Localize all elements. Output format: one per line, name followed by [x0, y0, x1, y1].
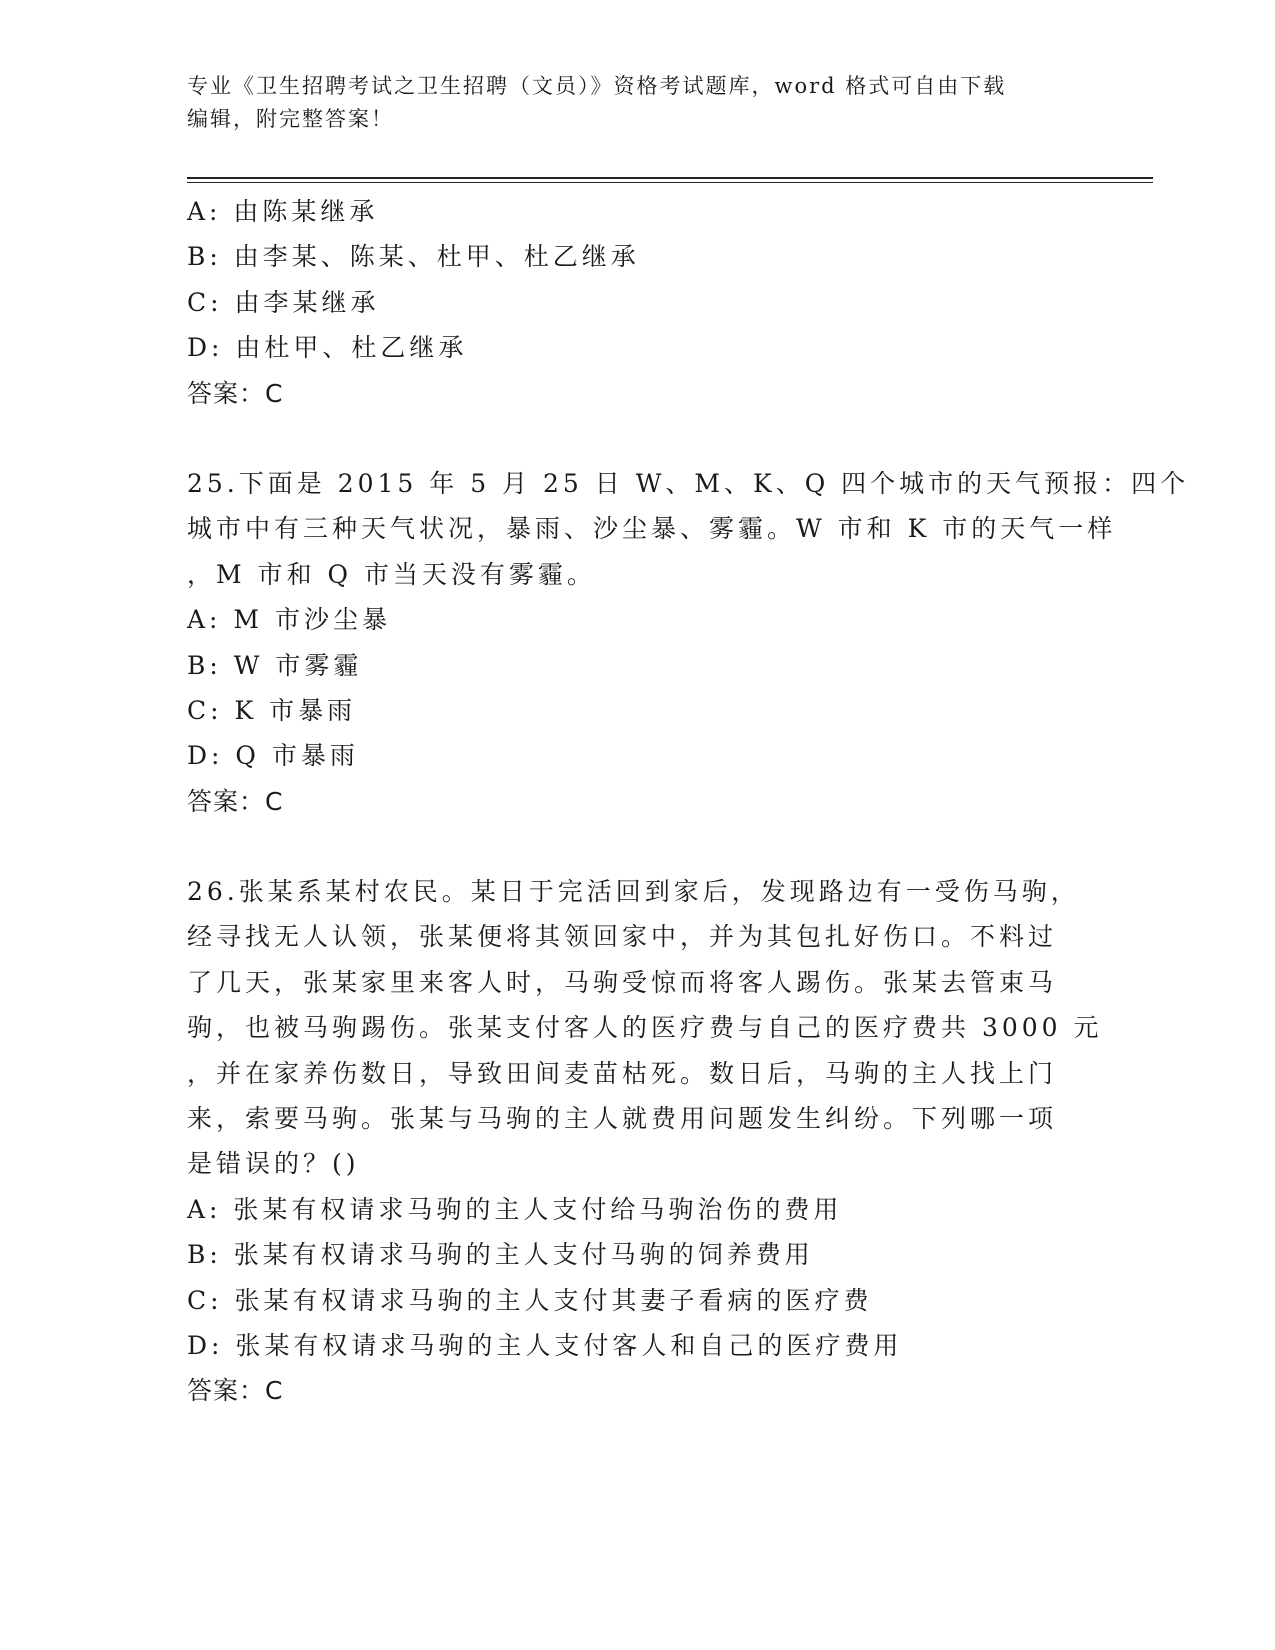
option-b: B: 张某有权请求马驹的主人支付马驹的饲养费用 [187, 1240, 814, 1270]
question-line: 了几天，张某家里来客人时，马驹受惊而将客人踢伤。张某去管束马 [187, 967, 1058, 997]
question-line: 是错误的？() [187, 1149, 360, 1179]
option-b: B: W 市雾霾 [187, 650, 363, 680]
question-26-answer: 答案：C [187, 1376, 284, 1406]
option-c: C: 由李某继承 [187, 287, 380, 317]
question-line: ，M 市和 Q 市当天没有雾霾。 [187, 559, 596, 589]
header-divider-thick [187, 177, 1153, 179]
question-26-options [187, 1187, 1087, 1369]
question-line: 来，索要马驹。张某与马驹的主人就费用问题发生纠纷。下列哪一项 [187, 1104, 1058, 1134]
question-24-options [187, 189, 1087, 371]
option-d: D: 由杜甲、杜乙继承 [187, 333, 468, 363]
option-c: C: K 市暴雨 [187, 695, 357, 725]
question-line: 城市中有三种天气状况，暴雨、沙尘暴、雾霾。W 市和 K 市的天气一样 [187, 514, 1117, 544]
option-a: A: 由陈某继承 [187, 197, 379, 226]
option-a: A: M 市沙尘暴 [187, 605, 391, 635]
option-a: A: 张某有权请求马驹的主人支付给马驹治伤的费用 [187, 1194, 843, 1224]
question-25-options [187, 597, 1087, 779]
spacer [187, 416, 1087, 461]
question-26-text [187, 869, 1103, 1187]
header-line-1: 专业《卫生招聘考试之卫生招聘（文员）》资格考试题库，word 格式可自由下载 [187, 74, 1007, 98]
spacer [187, 824, 1087, 869]
option-d: D: 张某有权请求马驹的主人支付客人和自己的医疗费用 [187, 1330, 903, 1360]
header-divider-thin [187, 182, 1153, 183]
option-c: C: 张某有权请求马驹的主人支付其妻子看病的医疗费 [187, 1285, 873, 1315]
question-25-text [187, 461, 1190, 597]
header-line-2: 编辑，附完整答案！ [187, 107, 394, 131]
document-body [187, 189, 1190, 1414]
question-line: 经寻找无人认领，张某便将其领回家中，并为其包扎好伤口。不料过 [187, 922, 1058, 952]
question-25-answer: 答案：C [187, 786, 284, 816]
question-line: 驹，也被马驹踢伤。张某支付客人的医疗费与自己的医疗费共 3000 元 [187, 1013, 1103, 1043]
option-d: D: Q 市暴雨 [187, 741, 359, 771]
document-header [187, 70, 1067, 136]
question-24-answer: 答案：C [187, 378, 284, 408]
question-line: 26.张某系某村农民。某日于完活回到家后，发现路边有一受伤马驹， [187, 877, 1080, 907]
question-line: ，并在家养伤数日，导致田间麦苗枯死。数日后，马驹的主人找上门 [187, 1058, 1058, 1088]
option-b: B: 由李某、陈某、杜甲、杜乙继承 [187, 242, 640, 272]
question-line: 25.下面是 2015 年 5 月 25 日 W、M、K、Q 四个城市的天气预报：四个 [187, 468, 1190, 498]
